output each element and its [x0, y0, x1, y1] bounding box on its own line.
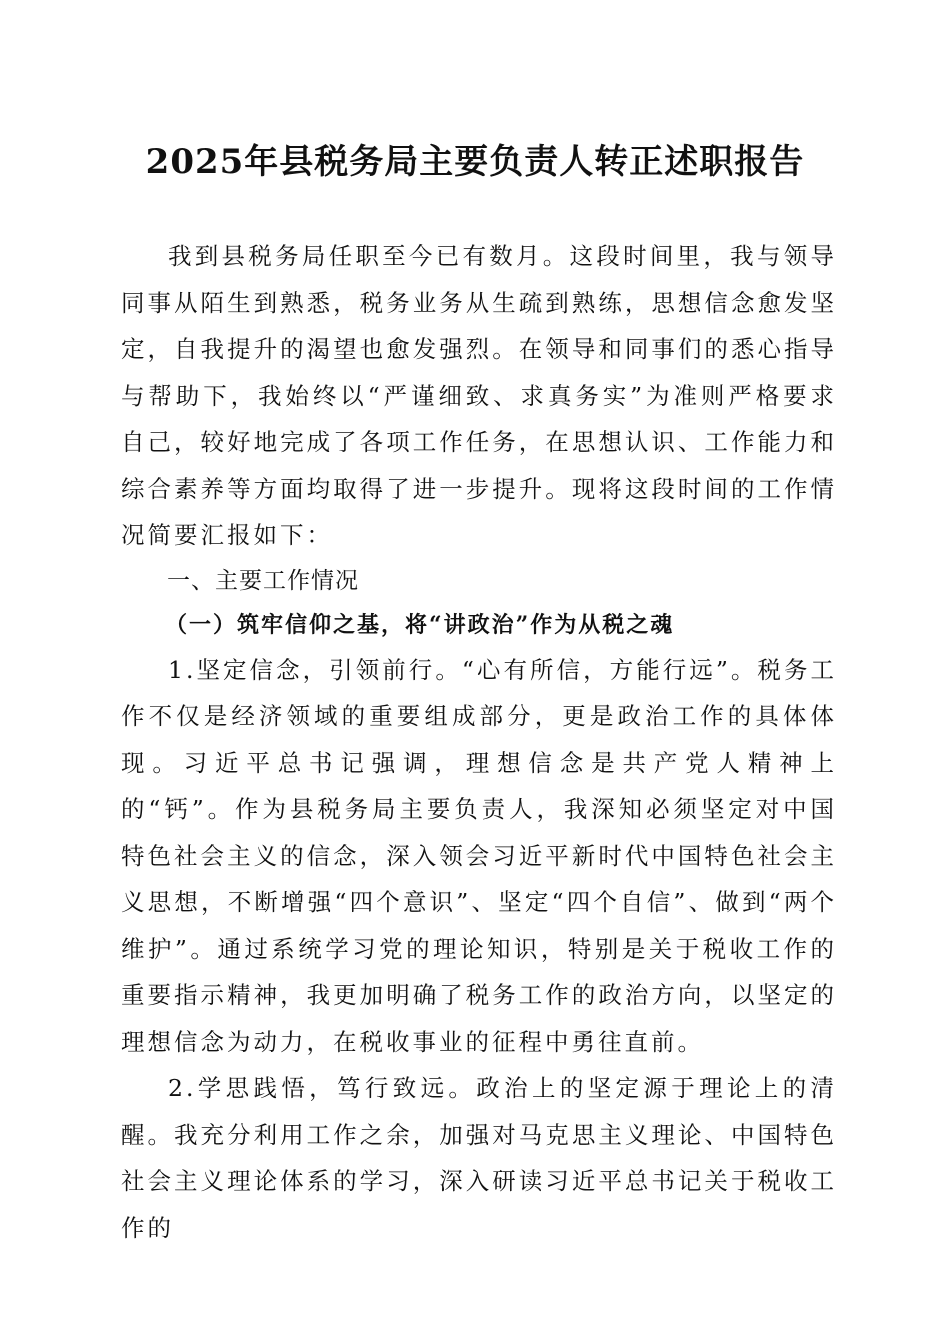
document-body	[121, 233, 837, 1251]
section-heading: 一、主要工作情况	[167, 567, 359, 594]
subsection-heading: （一）筑牢信仰之基，将“讲政治”作为从税之魂	[165, 611, 675, 638]
paragraph-2: 2.学思践悟，笃行致远。政治上的坚定源于理论上的清醒。我充分利用工作之余，加强对马克思主义理论、中国特色社会主义理论体系的学习，深入研读习近平总书记关于税收工作的	[121, 1074, 837, 1242]
paragraph-1: 1.坚定信念，引领前行。“心有所信，方能行远”。税务工作不仅是经济领域的重要组成部分，更是政治工作的具体体现。习近平总书记强调，理想信念是共产党人精神上的“钙”。作为县税务局主要负责人，我深知必须坚定对中国特色社会主义的信念，深入领会习近平新时代中国特色社会主义思想，不断增强“四个意识”、坚定“四个自信”、做到“两个维护”。通过系统学习党的理论知识，特别是关于税收工作的重要指示精神，我更加明确了税务工作的政治方向，以坚定的理想信念为动力，在税收事业的征程中勇往直前。	[121, 655, 837, 1056]
document-title: 2025年县税务局主要负责人转正述职报告	[145, 142, 805, 182]
intro-paragraph: 我到县税务局任职至今已有数月。这段时间里，我与领导同事从陌生到熟悉，税务业务从生疏到熟练，思想信念愈发坚定，自我提升的渴望也愈发强烈。在领导和同事们的悉心指导与帮助下，我始终以“严谨细致、求真务实”为准则严格要求自己，较好地完成了各项工作任务，在思想认识、工作能力和综合素养等方面均取得了进一步提升。现将这段时间的工作情况简要汇报如下：	[121, 242, 837, 549]
